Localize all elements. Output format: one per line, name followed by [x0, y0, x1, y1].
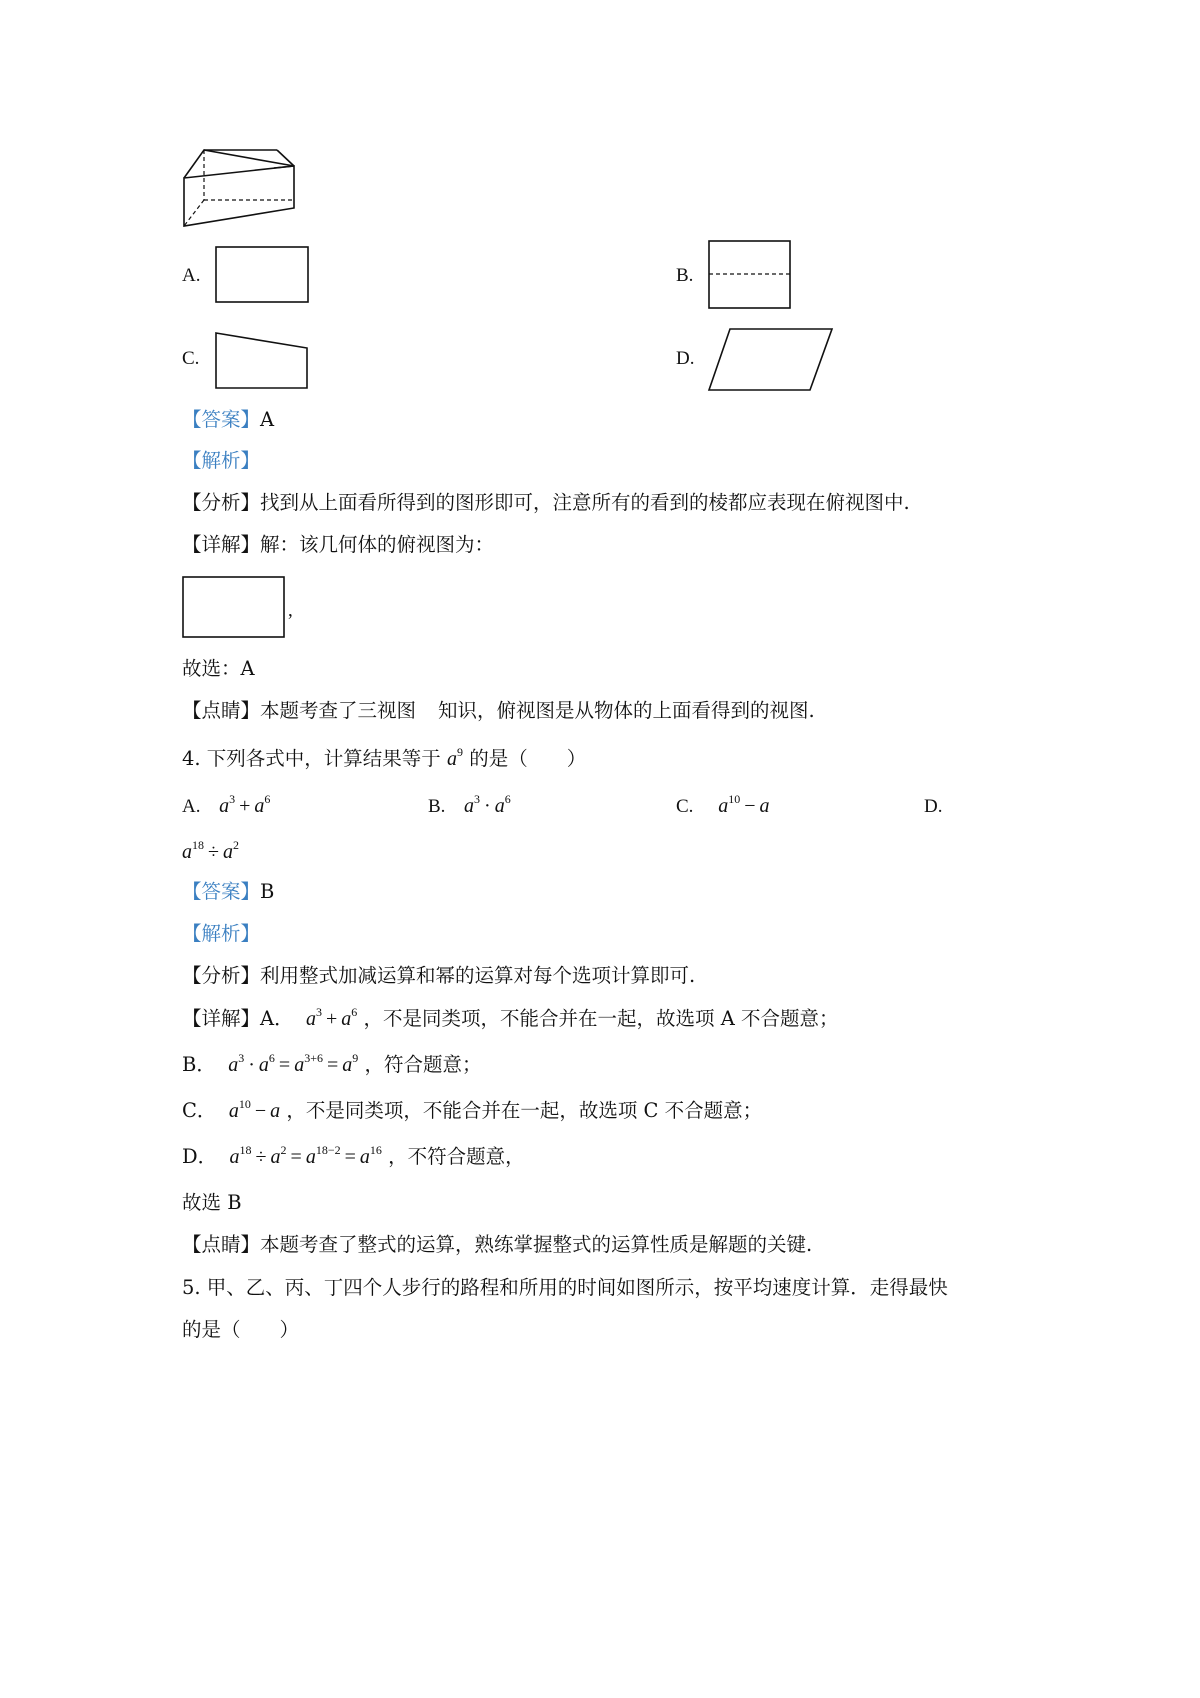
- q4-stem: [182, 745, 586, 773]
- q4-xiangjie-d: D． $a^{18} \div a^2 = a^{18-2} = a^{16}$ ，不符合题意，: [182, 1143, 525, 1168]
- dianjing-text-b: 知识，俯视图是从物体的上面看得到的视图.: [438, 699, 815, 722]
- analysis-tag: 【解析】: [182, 922, 261, 945]
- q3-option-d-label: D.: [676, 348, 695, 369]
- q4-option-a: A. $a^3 + a^6$: [182, 792, 271, 817]
- q4-option-c: C. $a^{10} - a$: [676, 792, 770, 817]
- q3-choose-line: [182, 655, 255, 683]
- answer-tag: 【答案】: [182, 408, 261, 431]
- dianjing-tag: 【点睛】: [182, 1233, 261, 1256]
- q4-option-b: B. $a^3 \cdot a^6$: [428, 792, 511, 817]
- q3-analysis-line: [182, 447, 260, 475]
- q3-dianjing-line: [182, 697, 815, 725]
- q4-choose-line: 故选 B: [182, 1191, 242, 1214]
- q4-stem-math: $a^9$: [447, 745, 464, 770]
- dianjing-tag: 【点睛】: [182, 699, 261, 722]
- fenxi-text: 利用整式加减运算和幂的运算对每个选项计算即可.: [260, 964, 696, 987]
- q3-option-c-figure: [215, 332, 309, 390]
- q4-option-d-letter: D.: [924, 796, 943, 817]
- q4-xiangjie-b: B． $a^3 \cdot a^6 = a^{3+6} = a^9$ ，符合题意；: [182, 1051, 482, 1076]
- top-view-comma: ,: [288, 600, 293, 621]
- fenxi-tag: 【分析】: [182, 964, 261, 987]
- q3-xiangjie-line: [182, 531, 494, 559]
- q4-answer-line: [182, 878, 274, 906]
- q3-answer-line: [182, 406, 274, 434]
- q4-option-d: $a^{18} \div a^2$: [182, 838, 239, 863]
- answer-value: A: [260, 408, 275, 431]
- q4-stem-a: 4. 下列各式中，计算结果等于: [182, 747, 441, 770]
- top-view-figure: [182, 576, 286, 639]
- q3-option-c-label: C.: [182, 348, 200, 369]
- prism-figure: [182, 148, 297, 228]
- q3-option-d-figure: [708, 328, 834, 392]
- answer-tag: 【答案】: [182, 880, 261, 903]
- q4-xiangjie-a: 【详解】A． $a^3 + a^6$ ，不是同类项，不能合并在一起，故选项 A 不合题意；: [182, 1005, 839, 1030]
- choose-text: 故选：A: [182, 657, 255, 680]
- answer-value: B: [260, 880, 275, 903]
- fenxi-tag: 【分析】: [182, 491, 261, 514]
- q4-stem-b: 的是（ ）: [469, 747, 587, 770]
- q3-option-b-figure: [708, 240, 792, 310]
- q4-xiangjie-c: C． $a^{10} - a$ ，不是同类项，不能合并在一起，故选项 C 不合题意；: [182, 1097, 763, 1122]
- q4-dianjing-line: [182, 1231, 812, 1259]
- q3-option-a-figure: [215, 246, 310, 304]
- q4-fenxi-line: [182, 962, 695, 990]
- q3-option-a-label: A.: [182, 265, 201, 286]
- q3-option-b-label: B.: [676, 265, 694, 286]
- fenxi-text: 找到从上面看所得到的图形即可，注意所有的看到的棱都应表现在俯视图中.: [260, 491, 910, 514]
- xiangjie-text: 解：该几何体的俯视图为：: [260, 533, 495, 556]
- q5-stem-a: 5. 甲、乙、丙、丁四个人步行的路程和所用的时间如图所示，按平均速度计算．走得最快: [182, 1276, 948, 1299]
- dianjing-text-a: 本题考查了三视图: [260, 699, 417, 722]
- q5-stem-b: 的是（ ）: [182, 1318, 300, 1341]
- q3-fenxi-line: [182, 489, 910, 517]
- xiangjie-tag: 【详解】: [182, 533, 261, 556]
- dianjing-text: 本题考查了整式的运算，熟练掌握整式的运算性质是解题的关键.: [260, 1233, 813, 1256]
- q4-analysis-line: [182, 920, 260, 948]
- analysis-tag: 【解析】: [182, 449, 261, 472]
- xiangjie-tag: 【详解】: [182, 1007, 261, 1030]
